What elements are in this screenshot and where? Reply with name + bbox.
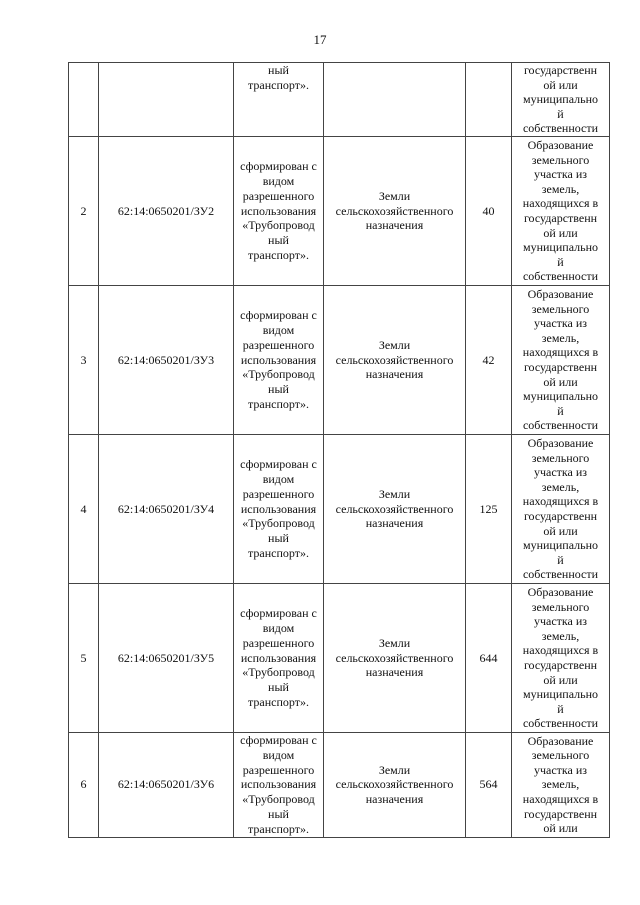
table-row	[69, 434, 610, 583]
row-number-cell	[69, 63, 99, 137]
permitted-use-cell: сформирован с видом разрешенного использования «Трубопровод ный транспорт».	[234, 285, 324, 434]
land-category-cell: Земли сельскохозяйственного назначения	[324, 136, 466, 285]
cadastral-number-cell: 62:14:0650201/ЗУ2	[99, 136, 234, 285]
row-number-cell: 4	[69, 434, 99, 583]
table-row	[69, 583, 610, 732]
permitted-use-cell: ный транспорт».	[234, 63, 324, 137]
area-cell: 125	[466, 434, 512, 583]
permitted-use-cell: сформирован с видом разрешенного использования «Трубопровод ный транспорт».	[234, 136, 324, 285]
cadastral-number-cell: 62:14:0650201/ЗУ6	[99, 732, 234, 837]
land-category-cell	[324, 63, 466, 137]
purpose-cell: Образование земельного участка из земель, находящихся в государственн ой или муниципально й собственности	[512, 434, 610, 583]
permitted-use-cell: сформирован с видом разрешенного использования «Трубопровод ный транспорт».	[234, 583, 324, 732]
land-category-cell: Земли сельскохозяйственного назначения	[324, 583, 466, 732]
purpose-cell: Образование земельного участка из земель, находящихся в государственн ой или муниципально й собственности	[512, 136, 610, 285]
purpose-cell: Образование земельного участка из земель, находящихся в государственн ой или муниципально й собственности	[512, 583, 610, 732]
page-number: 17	[313, 32, 327, 47]
row-number-cell: 2	[69, 136, 99, 285]
area-cell: 42	[466, 285, 512, 434]
land-category-cell: Земли сельскохозяйственного назначения	[324, 285, 466, 434]
area-cell: 644	[466, 583, 512, 732]
cadastral-number-cell: 62:14:0650201/ЗУ3	[99, 285, 234, 434]
area-cell	[466, 63, 512, 137]
land-category-cell: Земли сельскохозяйственного назначения	[324, 732, 466, 837]
cadastral-number-cell: 62:14:0650201/ЗУ5	[99, 583, 234, 732]
land-plots-table	[68, 62, 610, 838]
land-category-cell: Земли сельскохозяйственного назначения	[324, 434, 466, 583]
purpose-cell: государственн ой или муниципально й собственности	[512, 63, 610, 137]
area-cell: 564	[466, 732, 512, 837]
purpose-cell: Образование земельного участка из земель, находящихся в государственн ой или	[512, 732, 610, 837]
permitted-use-cell: сформирован с видом разрешенного использования «Трубопровод ный транспорт».	[234, 732, 324, 837]
area-cell: 40	[466, 136, 512, 285]
table-row	[69, 63, 610, 137]
row-number-cell: 5	[69, 583, 99, 732]
row-number-cell: 6	[69, 732, 99, 837]
table-row	[69, 136, 610, 285]
purpose-cell: Образование земельного участка из земель, находящихся в государственн ой или муниципально й собственности	[512, 285, 610, 434]
table-row	[69, 285, 610, 434]
cadastral-number-cell	[99, 63, 234, 137]
permitted-use-cell: сформирован с видом разрешенного использования «Трубопровод ный транспорт».	[234, 434, 324, 583]
row-number-cell: 3	[69, 285, 99, 434]
cadastral-number-cell: 62:14:0650201/ЗУ4	[99, 434, 234, 583]
table-row	[69, 732, 610, 837]
